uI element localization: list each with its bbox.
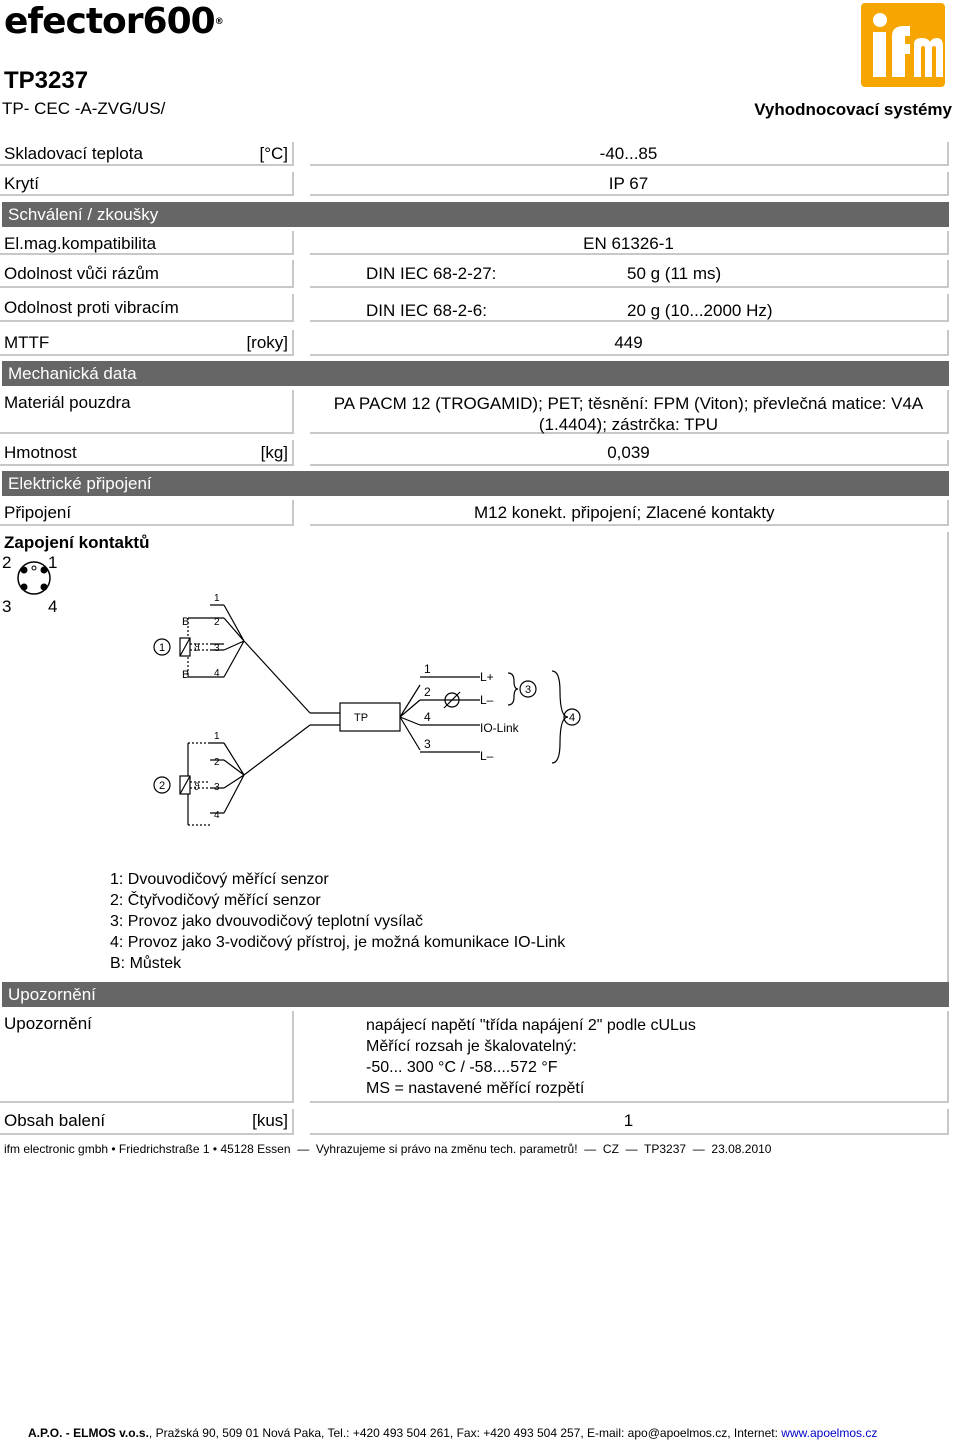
footer-code: TP3237 [644, 1142, 687, 1156]
shock-value: 50 g (11 ms) [627, 264, 722, 283]
pin-label-3: 3 [2, 597, 12, 616]
package-label: Obsah balení [4, 1111, 106, 1130]
notice-line-4: MS = nastavené měřící rozpětí [366, 1080, 585, 1097]
upper-pin-4: 4 [214, 668, 220, 679]
pin-2 [21, 567, 28, 574]
shock-label: Odolnost vůči rázům [4, 264, 159, 283]
ifm-logo [860, 2, 946, 88]
circle-label-4: 4 [569, 712, 576, 724]
tp-pin-3: 3 [424, 737, 431, 751]
circle-label-1: 1 [159, 642, 166, 654]
section-electrical: Elektrické připojení [2, 471, 949, 496]
vibration-label: Odolnost proti vibracím [4, 298, 179, 317]
notice-line-1: napájecí napětí "třída napájení 2" podle cULus [366, 1017, 696, 1034]
circle-label-2: 2 [159, 780, 166, 792]
package-unit: [kus] [252, 1111, 288, 1130]
document-footer: ifm electronic gmbh • Friedrichstraße 1 • 45128 Essen — Vyhrazujeme si právo na změnu tech. parametrů! — CZ — TP3237 — 23.08.2010 [4, 1142, 772, 1156]
tp-pin-2: 2 [424, 685, 431, 699]
footer-company: ifm electronic gmbh • Friedrichstraße 1 • 45128 Essen [4, 1142, 291, 1156]
product-category: Vyhodnocovací systémy [754, 100, 952, 119]
legend-item-3: 3: Provoz jako dvouvodičový teplotní vysílač [110, 913, 424, 930]
signal-lminus-2: L– [480, 749, 494, 763]
vibration-value: 20 g (10...2000 Hz) [627, 301, 773, 320]
footer-date: 23.08.2010 [711, 1142, 772, 1156]
dealer-name: A.P.O. - ELMOS v.o.s. [28, 1426, 149, 1440]
legend-item-1: 1: Dvouvodičový měřící senzor [110, 871, 329, 888]
pin-label-1: 1 [48, 553, 58, 572]
legend-item-b: B: Můstek [110, 955, 182, 972]
dealer-footer [28, 1426, 877, 1440]
bridge-label-upper: B [182, 616, 190, 628]
tp-box [340, 703, 400, 731]
tp-pin-4: 4 [424, 710, 431, 724]
connection-label: Připojení [4, 503, 72, 522]
pin-label-4: 4 [48, 597, 58, 616]
product-code: TP3237 [4, 67, 89, 94]
row-divider [0, 172, 294, 196]
m12-pinout-diagram [0, 548, 70, 620]
section-notice: Upozornění [2, 982, 949, 1007]
wiring-diagram [140, 585, 620, 830]
weight-value: 0,039 [607, 443, 650, 462]
connection-value: M12 konekt. připojení; Zlacené kontakty [474, 503, 775, 522]
vibration-standard: DIN IEC 68-2-6: [366, 301, 487, 320]
legend-item-2: 2: Čtyřvodičový měřící senzor [110, 892, 321, 909]
pin-3 [21, 584, 28, 591]
section-approvals: Schválení / zkoušky [2, 202, 949, 227]
mttf-label: MTTF [4, 333, 50, 352]
circle-label-3: 3 [525, 684, 532, 696]
brace-4 [552, 671, 568, 763]
registered-mark: ® [214, 17, 224, 27]
protection-value: IP 67 [608, 174, 649, 193]
storage-temp-value: -40...85 [599, 144, 658, 163]
emc-label: El.mag.kompatibilita [4, 234, 157, 253]
lower-pin-1: 1 [214, 731, 220, 742]
bridge-label-lower: B [182, 669, 190, 681]
theta-symbol-1: ϑ [194, 643, 200, 654]
section-mechanical: Mechanická data [2, 361, 949, 386]
footer-lang: CZ [602, 1142, 619, 1156]
storage-temp-unit: [°C] [259, 144, 288, 163]
weight-unit: [kg] [260, 443, 288, 462]
package-value: 1 [623, 1111, 634, 1130]
upper-pin-2: 2 [214, 617, 220, 628]
pin-1 [41, 567, 48, 574]
lower-pin-3: 3 [214, 782, 220, 793]
housing-value [310, 393, 947, 435]
mttf-value: 449 [614, 333, 643, 352]
pin-label-2: 2 [2, 553, 12, 572]
pin-4 [41, 584, 48, 591]
product-name: TP- CEC -A-ZVG/US/ [2, 99, 166, 118]
housing-value-line1: PA PACM 12 (TROGAMID); PET; těsnění: FPM (Viton); převlečná matice: V4A [333, 394, 924, 413]
brand-text: efector600 [4, 1, 215, 42]
notice-text [366, 1015, 696, 1099]
notice-line-2: Měřící rozsah je škalovatelný: [366, 1038, 577, 1055]
notice-label: Upozornění [4, 1014, 92, 1033]
notice-line-3: -50... 300 °C / -58....572 °F [366, 1059, 558, 1076]
tp-pin-1: 1 [424, 662, 431, 676]
dealer-website-link[interactable]: www.apoelmos.cz [781, 1426, 878, 1440]
tp-box-label: TP [354, 712, 369, 724]
housing-value-line2: (1.4404); zástrčka: TPU [538, 415, 719, 434]
lower-pin-4: 4 [214, 810, 220, 821]
efector-logo [4, 2, 224, 42]
signal-lplus: L+ [480, 670, 494, 684]
theta-symbol-2: ϑ [194, 782, 200, 793]
wiring-legend [110, 869, 565, 974]
upper-pin-1: 1 [214, 593, 220, 604]
dealer-address: , Pražská 90, 509 01 Nová Paka, Tel.: +420 493 504 261, Fax: +420 493 504 257, E-mail: apo@apoelmos.cz, Internet: [148, 1426, 782, 1440]
lower-pin-2: 2 [214, 757, 220, 768]
upper-pin-3: 3 [214, 643, 220, 654]
signal-iolink: IO-Link [480, 721, 519, 735]
signal-lminus-1: L– [480, 693, 494, 707]
coding-notch [32, 566, 36, 570]
mttf-unit: [roky] [246, 333, 288, 352]
legend-item-4: 4: Provoz jako 3-vodičový přístroj, je možná komunikace IO-Link [110, 934, 566, 951]
footer-disclaimer: Vyhrazujeme si právo na změnu tech. parametrů! [315, 1142, 578, 1156]
housing-label: Materiál pouzdra [4, 393, 131, 412]
protection-label: Krytí [4, 174, 39, 193]
storage-temp-label: Skladovací teplota [4, 144, 143, 163]
emc-value: EN 61326-1 [583, 234, 674, 253]
brace-3 [508, 673, 518, 705]
weight-label: Hmotnost [4, 443, 77, 462]
shock-standard: DIN IEC 68-2-27: [366, 264, 497, 283]
